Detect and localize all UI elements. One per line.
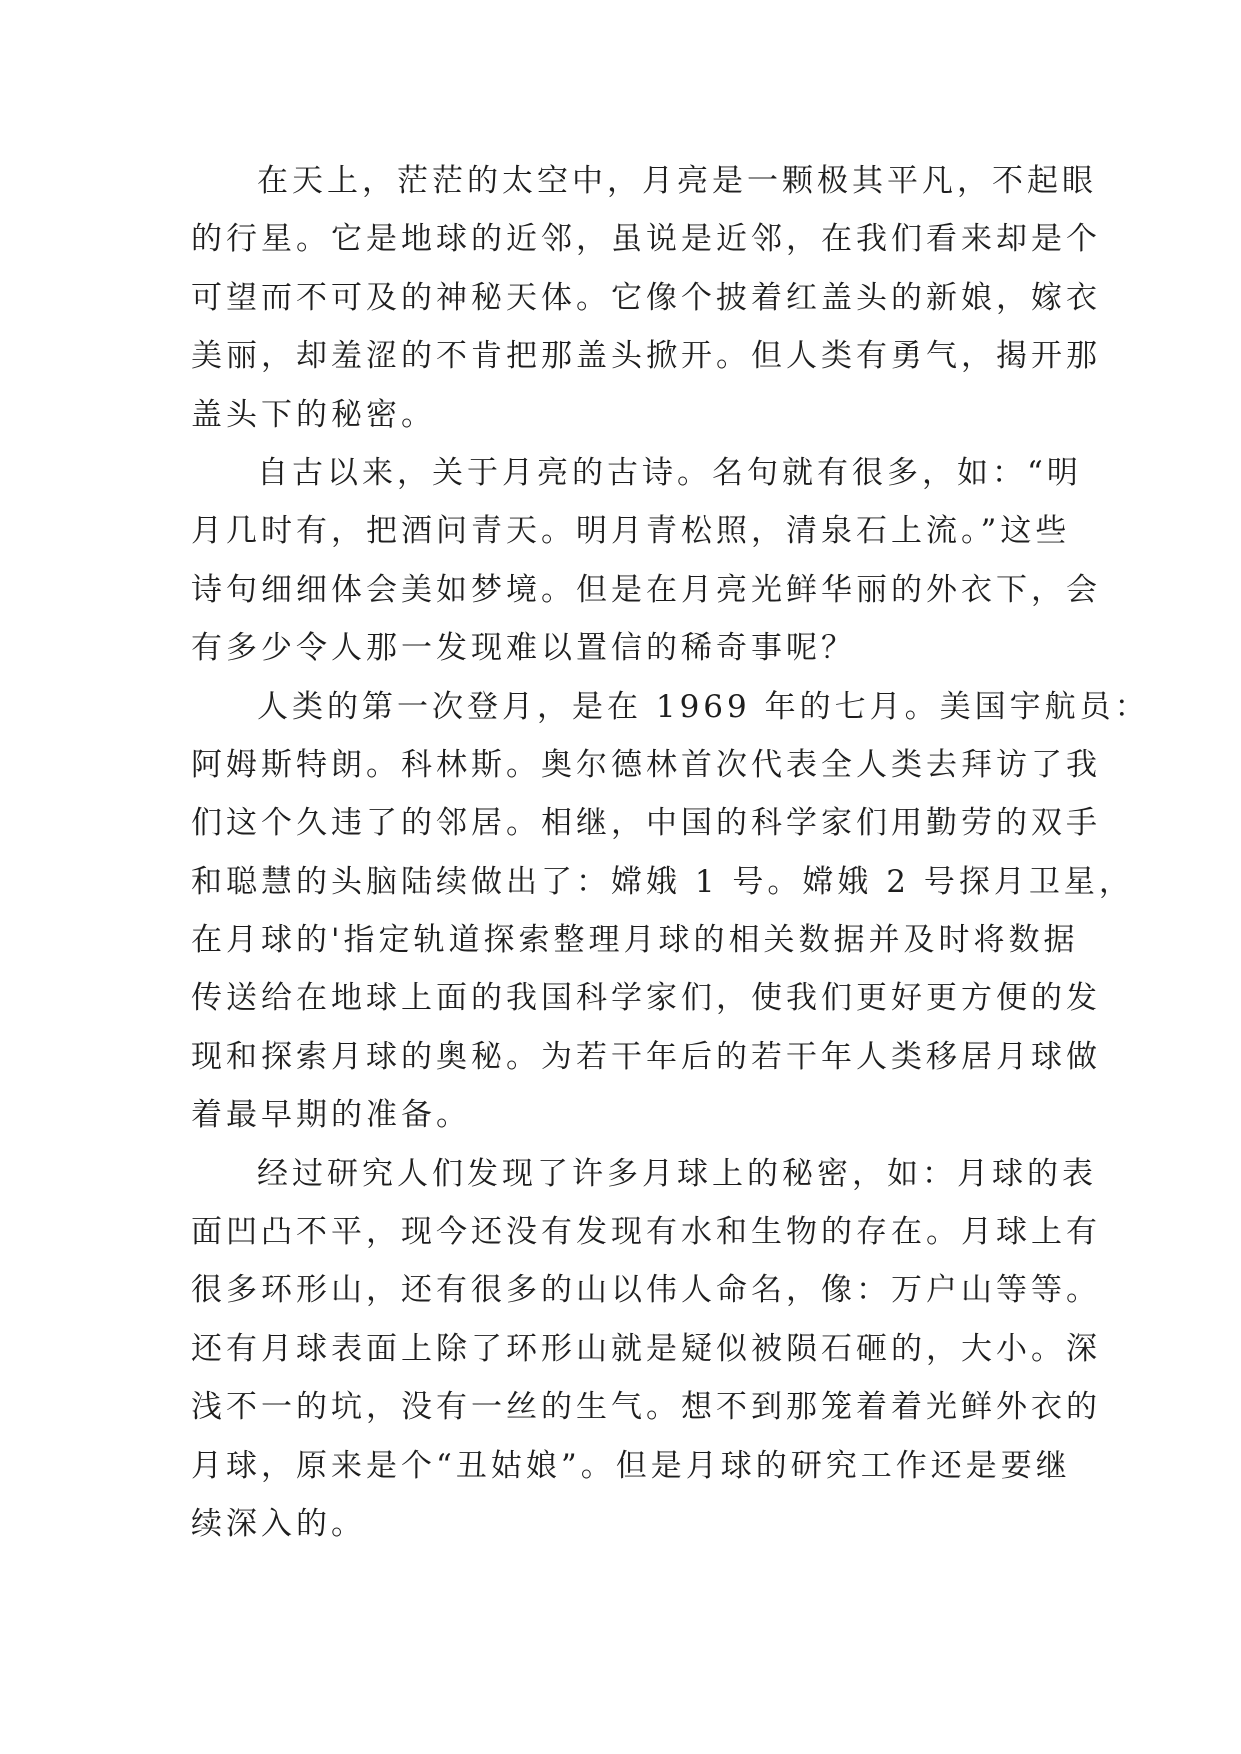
paragraph-1-line-4: 美丽，却羞涩的不肯把那盖头掀开。但人类有勇气，揭开那 <box>191 338 1101 375</box>
paragraph-2-line-1: 自古以来，关于月亮的古诗。名句就有很多，如：“明 <box>257 454 1082 491</box>
paragraph-1-line-2: 的行星。它是地球的近邻，虽说是近邻，在我们看来却是个 <box>191 221 1101 258</box>
paragraph-2-line-2: 月几时有，把酒问青天。明月青松照，清泉石上流。”这些 <box>191 513 1071 550</box>
paragraph-3-line-7: 现和探索月球的奥秘。为若干年后的若干年人类移居月球做 <box>191 1038 1101 1075</box>
paragraph-4-line-4: 还有月球表面上除了环形山就是疑似被陨石砸的，大小。深 <box>191 1330 1101 1367</box>
paragraph-1-line-1: 在天上，茫茫的太空中，月亮是一颗极其平凡，不起眼 <box>257 163 1097 199</box>
paragraph-4-line-7: 续深入的。 <box>191 1505 366 1542</box>
document-body <box>191 152 1150 1553</box>
paragraph-3-line-4: 和聪慧的头脑陆续做出了：嫦娥 1 号。嫦娥 2 号探月卫星， <box>191 863 1134 900</box>
paragraph-3-line-3: 们这个久违了的邻居。相继，中国的科学家们用勤劳的双手 <box>191 805 1101 842</box>
paragraph-2-line-3: 诗句细细体会美如梦境。但是在月亮光鲜华丽的外衣下，会 <box>191 571 1101 608</box>
paragraph-3-line-2: 阿姆斯特朗。科林斯。奥尔德林首次代表全人类去拜访了我 <box>191 746 1101 783</box>
paragraph-4-line-2: 面凹凸不平，现今还没有发现有水和生物的存在。月球上有 <box>191 1214 1101 1251</box>
paragraph-4-line-6: 月球，原来是个“丑姑娘”。但是月球的研究工作还是要继 <box>191 1447 1071 1484</box>
paragraph-1-line-5: 盖头下的秘密。 <box>191 396 436 433</box>
paragraph-1-line-3: 可望而不可及的神秘天体。它像个披着红盖头的新娘，嫁衣 <box>191 279 1101 316</box>
paragraph-4-line-5: 浅不一的坑，没有一丝的生气。想不到那笼着着光鲜外衣的 <box>191 1389 1101 1426</box>
paragraph-3-line-6: 传送给在地球上面的我国科学家们，使我们更好更方便的发 <box>191 980 1101 1017</box>
paragraph-3-line-1: 人类的第一次登月，是在 1969 年的七月。美国宇航员： <box>257 688 1150 725</box>
paragraph-4-line-3: 很多环形山，还有很多的山以伟人命名，像：万户山等等。 <box>191 1272 1101 1309</box>
paragraph-2-line-4: 有多少令人那一发现难以置信的稀奇事呢？ <box>191 630 856 667</box>
paragraph-3-line-5: 在月球的'指定轨道探索整理月球的相关数据并及时将数据 <box>191 922 1079 959</box>
paragraph-4-line-1: 经过研究人们发现了许多月球上的秘密，如：月球的表 <box>257 1155 1097 1192</box>
paragraph-3-line-8: 着最早期的准备。 <box>191 1097 471 1134</box>
